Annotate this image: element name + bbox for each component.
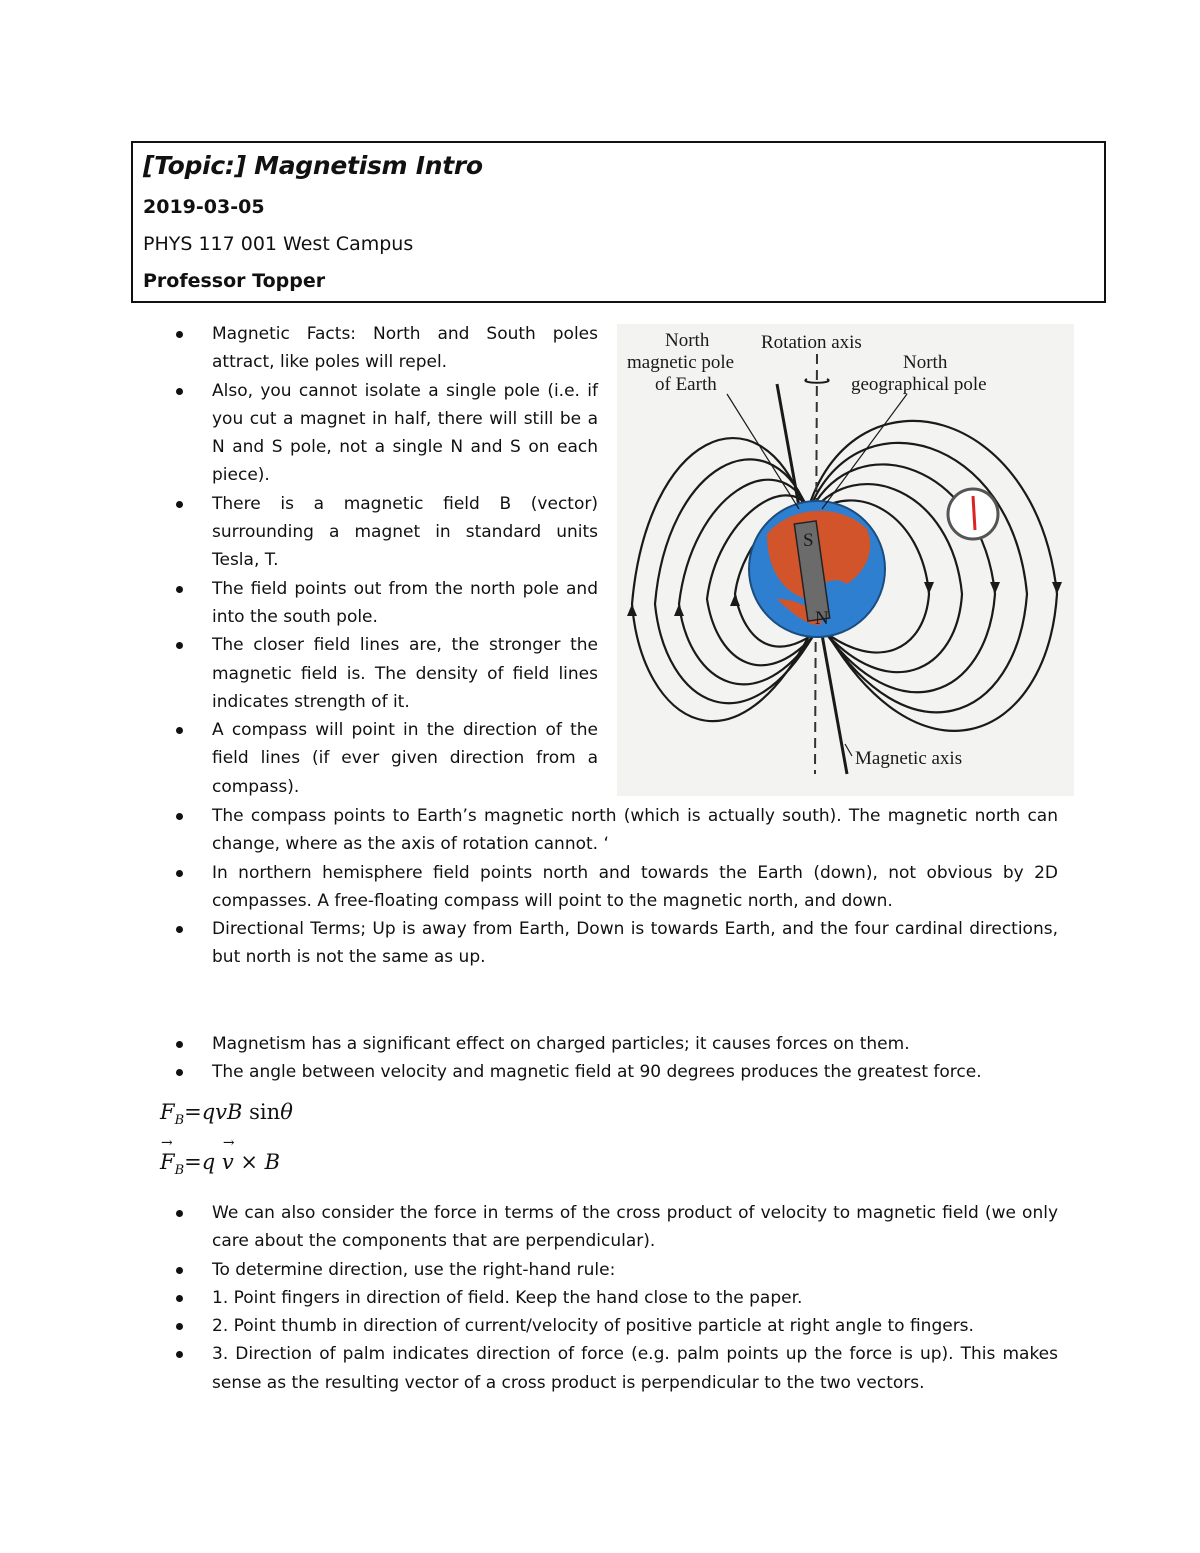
list-item [176,1312,1058,1340]
date: 2019-03-05 [143,196,265,218]
list-item-text: The field points out from the north pole and into the south pole. [212,578,598,627]
bullet-icon [176,1041,183,1048]
label-north-magnetic-1: North [665,330,710,351]
label-magnetic-axis: Magnetic axis [855,748,963,769]
arrow-icon [990,582,1000,594]
arrow-icon [924,582,934,594]
compass-icon [948,489,998,539]
bullet-icon [176,1210,183,1217]
list-item-text: Magnetic Facts: North and South poles attract, like poles will repel. [212,324,598,373]
bullet-icon [176,870,183,877]
bullet-list-earth [176,802,1058,972]
list-item [176,859,1058,916]
list-item-text: There is a magnetic field B (vector) surrounding a magnet in standard units Tesla, T. [212,493,598,571]
list-item [176,1199,1058,1256]
list-item [176,915,1058,972]
bullet-icon [176,586,183,593]
course: PHYS 117 001 West Campus [143,233,414,255]
eq1-lhs: F [160,1100,175,1124]
label-rotation-axis: Rotation axis [761,332,862,353]
list-item [176,716,598,801]
equation-force-magnitude [160,1100,293,1128]
label-north-magnetic-2: magnetic pole [627,352,735,373]
bullet-icon [176,1069,183,1076]
magnet-s-label: S [803,530,814,551]
bullet-icon [176,388,183,395]
list-item [176,1340,1058,1397]
bullet-icon [176,1267,183,1274]
earth-magnetic-field-diagram [617,324,1074,796]
professor: Professor Topper [143,270,326,292]
eq2-lhs: → F [160,1150,175,1174]
arrow-icon [674,604,684,616]
bullet-icon [176,1351,183,1358]
bullet-list-right-hand-rule [176,1199,1058,1397]
eq2-v: → v [222,1150,234,1174]
list-item-text: 3. Direction of palm indicates direction of force (e.g. palm points up the force is up). This makes sense as the resulting vector of a cross product is perpendicular to the two vectors. [212,1344,1058,1393]
page-title: [Topic:] Magnetism Intro [143,151,483,180]
header-box [131,141,1106,303]
arrow-icon [627,604,637,616]
bullet-icon [176,331,183,338]
leader-line [822,394,907,509]
list-item-text: In northern hemisphere field points north and towards the Earth (down), not obvious by 2D compasses. A free-floating compass will point to the magnetic north, and down. [212,862,1058,911]
bullet-icon [176,813,183,820]
label-north-magnetic-3: of Earth [655,374,717,395]
list-item-text: 2. Point thumb in direction of current/velocity of positive particle at right angle to fingers. [212,1316,974,1337]
eq2-sub: B [174,1163,185,1179]
list-item [176,1058,1058,1086]
arrow-icon [1052,582,1062,594]
eq2-rest: × B [233,1150,281,1174]
list-item [176,490,598,575]
label-north-geo-2: geographical pole [851,374,987,395]
bullet-icon [176,1323,183,1330]
list-item-text: To determine direction, use the right-hand rule: [212,1259,616,1280]
list-item [176,1030,1058,1058]
bullet-icon [176,642,183,649]
bullet-list-forces [176,1030,1058,1087]
list-item [176,320,598,377]
list-item-text: Also, you cannot isolate a single pole (i.e. if you cut a magnet in half, there will still be a N and S pole, not a single N and S on each piece). [212,380,598,486]
diagram-svg [617,324,1074,796]
list-item [176,631,598,716]
eq1-sub: B [174,1113,185,1129]
list-item-text: A compass will point in the direction of the field lines (if ever given direction from a compass). [212,720,598,797]
list-item [176,802,1058,859]
list-item-text: 1. Point fingers in direction of field. Keep the hand close to the paper. [212,1287,803,1308]
bullet-icon [176,1295,183,1302]
bullet-icon [176,501,183,508]
eq1-theta: θ [280,1100,293,1124]
list-item-text: We can also consider the force in terms of the cross product of velocity to magnetic field (we only care about the components that are perpendicular). [212,1203,1058,1252]
list-item-text: The compass points to Earth’s magnetic north (which is actually south). The magnetic north can change, where as the axis of rotation cannot. ‘ [212,806,1058,855]
arrow-icon [730,594,740,606]
list-item [176,377,598,490]
list-item [176,575,598,632]
list-item-text: Directional Terms; Up is away from Earth, Down is towards Earth, and the four cardinal directions, but north is not the same as up. [212,919,1058,968]
bullet-icon [176,727,183,734]
label-north-geo-1: North [903,352,948,373]
list-item [176,1284,1058,1312]
bullet-icon [176,926,183,933]
magnet-n-label: N [815,608,829,629]
equation-force-vector [160,1150,280,1178]
leader-line [845,744,852,756]
bullet-list-facts [176,320,598,801]
list-item-text: The closer field lines are, the stronger the magnetic field is. The density of field lines indicates strength of it. [212,635,598,712]
list-item-text: The angle between velocity and magnetic field at 90 degrees produces the greatest force. [212,1062,982,1083]
eq2-q: =q [184,1150,222,1174]
list-item [176,1256,1058,1284]
eq1-rhs: =qvB [184,1100,250,1124]
eq1-fn: sin [249,1100,281,1124]
list-item-text: Magnetism has a significant effect on charged particles; it causes forces on them. [212,1034,910,1054]
